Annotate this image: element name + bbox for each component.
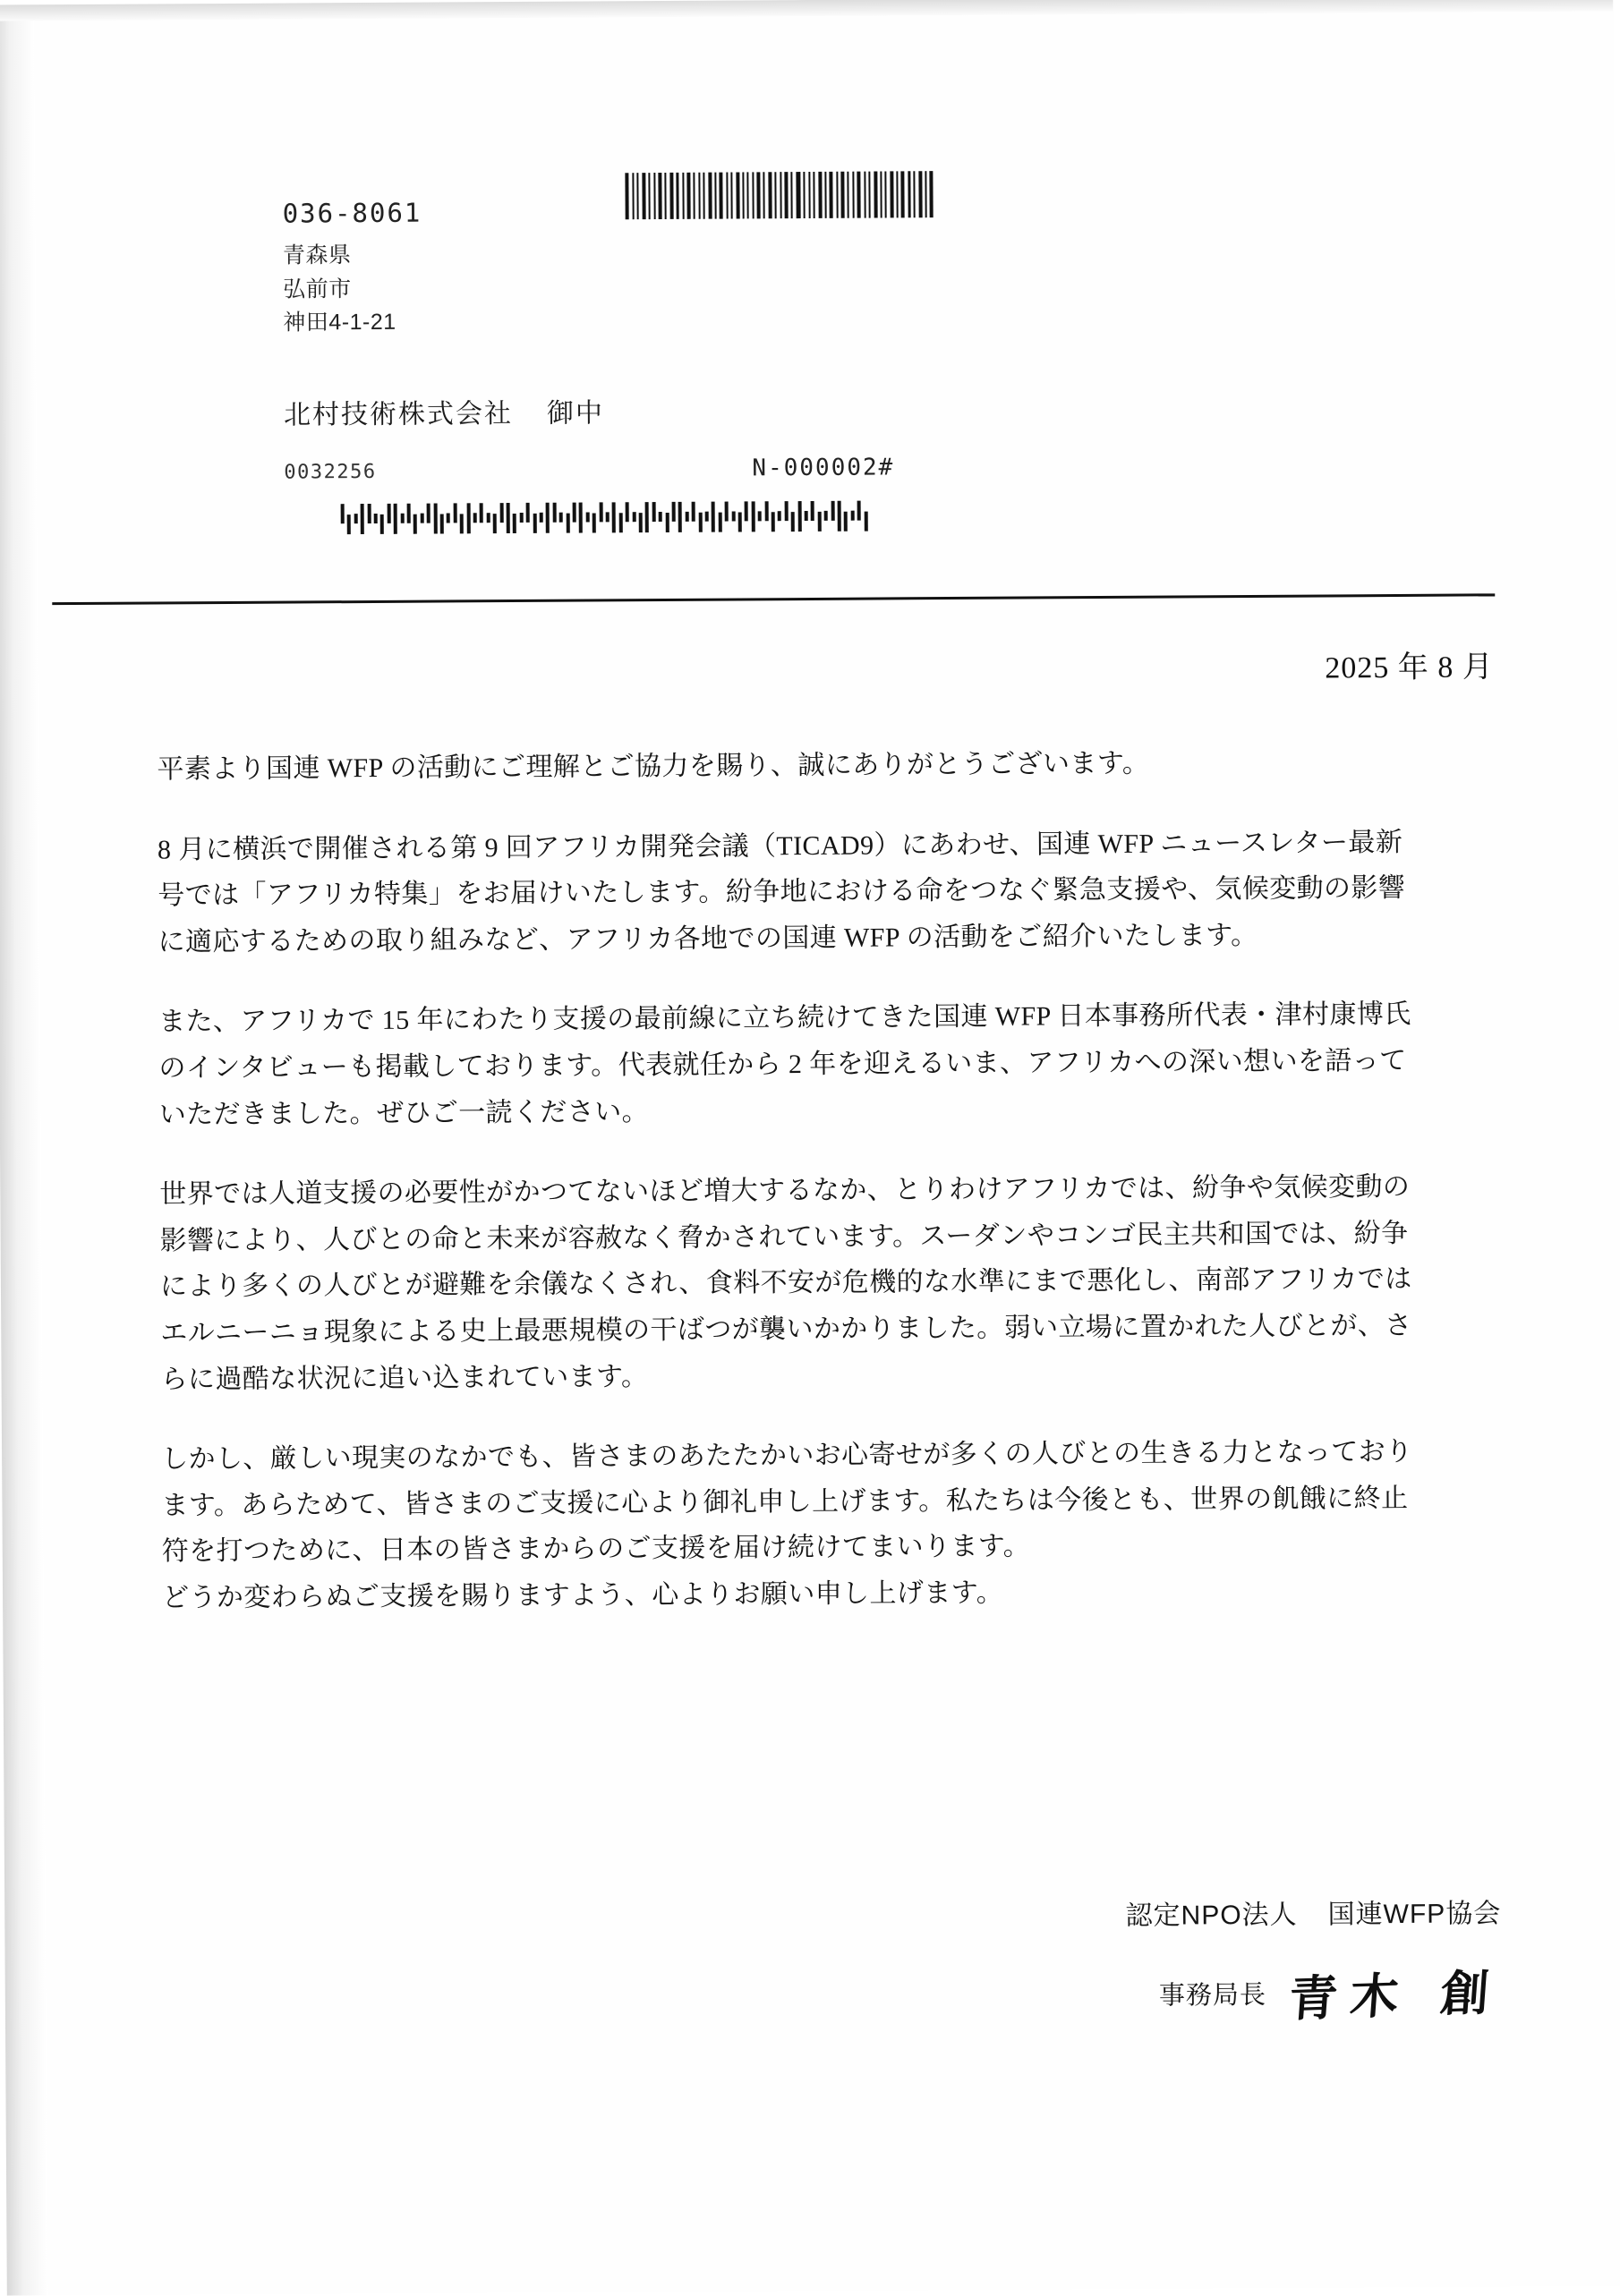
paragraph-6: どうか変わらぬご支援を賜りますよう、心よりお願い申し上げます。	[161, 1577, 1004, 1613]
page-edge-shadow-left	[0, 4, 48, 2295]
letter-date: 2025 年 8 月	[1325, 651, 1494, 685]
paragraph-1: 平素より国連 WFP の活動にご理解とご協力を賜り、誠にありがとうございます。	[157, 748, 1150, 785]
postal-code: 036-8061	[282, 197, 422, 229]
paragraph-4: 世界では人道支援の必要性がかつてないほど増大するなか、とりわけアフリカでは、紛争や気候変動の影響により、人びとの命と未来が容赦なく脅かされています。スーダンやコンゴ民主共和国では、紛争により多くの人びとが避難を余儀なくされ、食料不安が危機的な水準にまで悪化し、南部アフリカではエルニーニョ現象による史上最悪規模の干ばつが襲いかかりました。弱い立場に置かれた人びとが、さらに過酷な状況に追い込まれています。	[159, 1172, 1412, 1394]
recipient-line	[284, 390, 604, 431]
address-line-1: 青森県	[282, 242, 352, 268]
customer-barcode	[341, 501, 878, 535]
header-divider	[52, 593, 1495, 605]
recipient-name: 北村技術株式会社	[283, 399, 514, 430]
customer-number: 0032256	[284, 460, 377, 484]
sender-address-block	[283, 195, 423, 341]
signature-name-handwritten: 青木 創	[1287, 1963, 1505, 2028]
paragraph-5: しかし、厳しい現実のなかでも、皆さまのあたたかいお心寄せが多くの人びとの生きる力となっております。あらためて、皆さまのご支援に心より御礼申し上げます。私たちは今後とも、世界の飢餓に終止符を打つために、日本の皆さまからのご支援を届け続けてまいります。	[161, 1437, 1413, 1567]
address-line-2: 弘前市	[283, 276, 352, 302]
document-number: N-000002#	[752, 454, 895, 482]
letter-body	[157, 739, 1415, 1655]
postal-barcode	[625, 171, 936, 219]
signature-org-name: 国連WFP協会	[1327, 1899, 1502, 1930]
address-line-3: 神田4-1-21	[283, 309, 396, 336]
signature-row	[1158, 1957, 1505, 2028]
signature-org-prefix: 認定NPO法人	[1125, 1900, 1298, 1931]
signature-organization	[1125, 1891, 1501, 1933]
paragraph-2: 8 月に横浜で開催される第 9 回アフリカ開発会議（TICAD9）にあわせ、国連 WFP ニュースレター最新号では「アフリカ特集」をお届けいたします。紛争地における命をつなぐ緊急支援や、気候変動の影響に適応するための取り組みなど、アフリカ各地での国連 WFP の活動をご紹介いたします。	[157, 827, 1406, 957]
signature-title: 事務局長	[1158, 1980, 1267, 2011]
recipient-honorific: 御中	[546, 398, 605, 429]
paragraph-3: また、アフリカで 15 年にわたり支援の最前線に立ち続けてきた国連 WFP 日本事務所代表・津村康博氏のインタビューも掲載しております。代表就任から 2 年を迎えるいま、アフリカへの深い想いを語っていただきました。ぜひご一読ください。	[158, 999, 1411, 1130]
page-edge-shadow-top	[0, 0, 1613, 21]
